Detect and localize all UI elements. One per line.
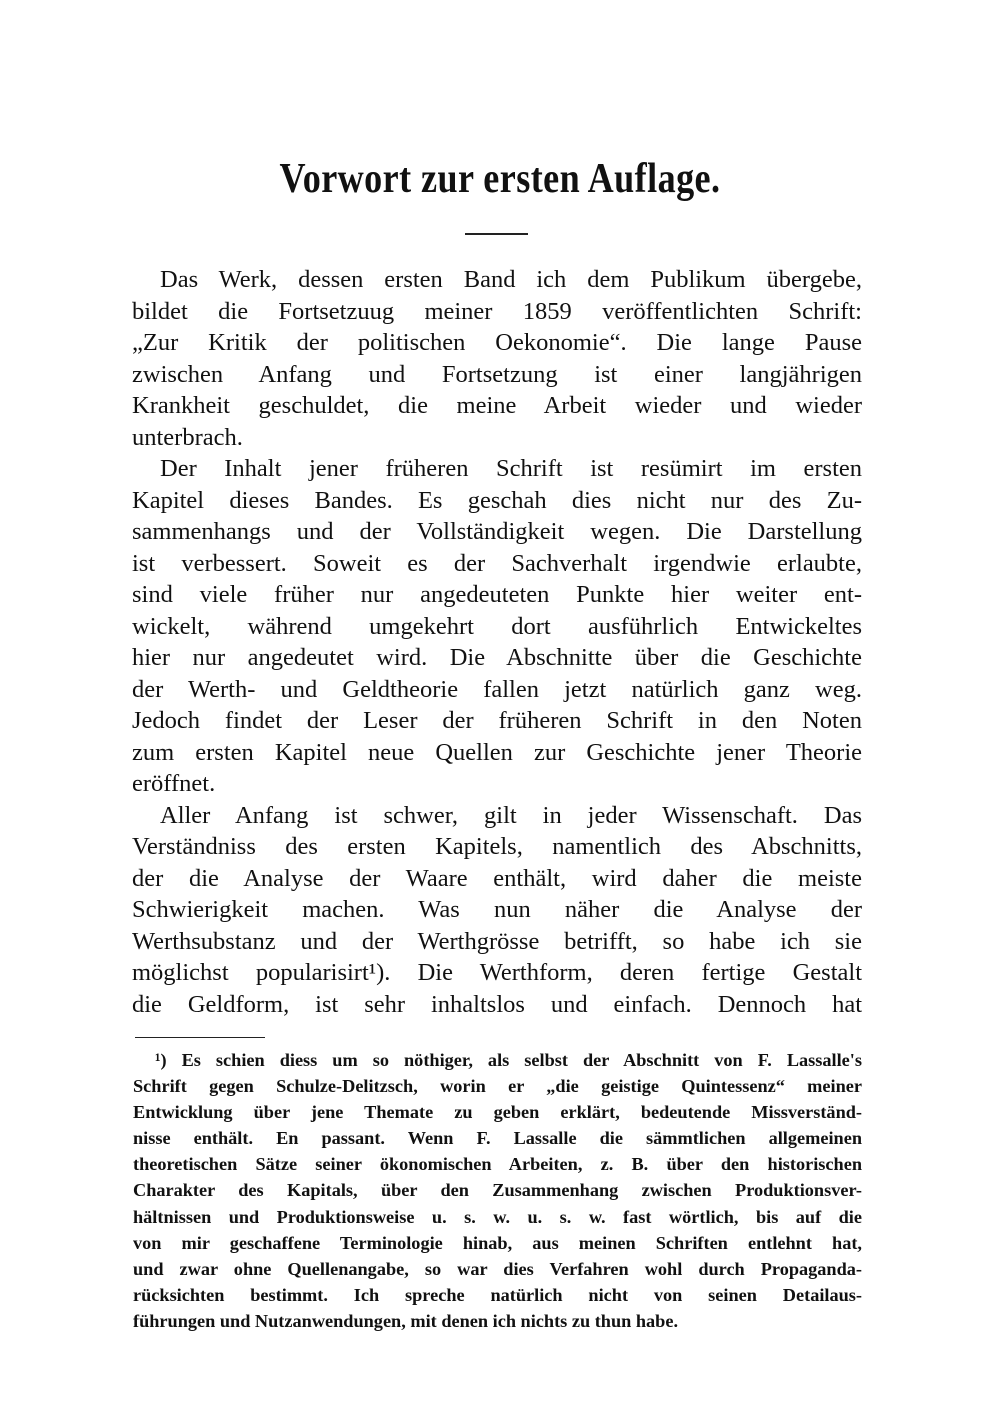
footnote-line: rücksichten bestimmt. Ich spreche natürlich nicht von seinen Detailaus-: [133, 1284, 862, 1305]
footnote-divider: [135, 1037, 265, 1038]
text-line: zwischen Anfang und Fortsetzung ist einer langjährigen: [132, 360, 862, 388]
text-line: Der Inhalt jener früheren Schrift ist resümirt im ersten: [160, 455, 862, 482]
text-line: „Zur Kritik der politischen Oekonomie“. Die lange Pause: [132, 329, 862, 356]
footnote-line: von mir geschaffene Terminologie hinab, aus meinen Schriften entlehnt hat,: [133, 1232, 862, 1253]
text-line: Verständniss des ersten Kapitels, namentlich des Abschnitts,: [132, 833, 862, 860]
text-line: hier nur angedeutet wird. Die Abschnitte über die Geschichte: [132, 644, 862, 671]
text-line: Schwierigkeit machen. Was nun näher die Analyse der: [132, 896, 862, 923]
text-line: Das Werk, dessen ersten Band ich dem Publikum übergebe,: [160, 266, 862, 293]
text-line: die Geldform, ist sehr inhaltslos und einfach. Dennoch hat: [132, 990, 862, 1018]
footnotes: [133, 1047, 862, 1334]
text-line: Kapitel dieses Bandes. Es geschah dies nicht nur des Zu-: [132, 486, 862, 514]
footnote-line: hältnissen und Produktionsweise u. s. w. u. s. w. fast wörtlich, bis auf die: [133, 1206, 862, 1227]
text-line: Krankheit geschuldet, die meine Arbeit wieder und wieder: [132, 392, 862, 419]
title-divider: [465, 233, 528, 235]
footnote-line: und zwar ohne Quellenangabe, so war dies Verfahren wohl durch Propaganda-: [133, 1258, 862, 1279]
text-line: Jedoch findet der Leser der früheren Schrift in den Noten: [132, 707, 862, 734]
text-line: eröffnet.: [132, 770, 216, 797]
text-line: der Werth- und Geldtheorie fallen jetzt natürlich ganz weg.: [132, 675, 862, 703]
text-line: bildet die Fortsetzuug meiner 1859 veröffentlichten Schrift:: [132, 297, 862, 325]
body-text: [132, 264, 862, 1020]
text-line: Werthsubstanz und der Werthgrösse betrifft, so habe ich sie: [132, 927, 862, 955]
footnote-line: theoretischen Sätze seiner ökonomischen Arbeiten, z. B. über den historischen: [133, 1154, 862, 1175]
text-line: zum ersten Kapitel neue Quellen zur Geschichte jener Theorie: [132, 738, 862, 766]
footnote-line: Charakter des Kapitals, über den Zusammenhang zwischen Produktionsver-: [133, 1180, 862, 1201]
text-line: der die Analyse der Waare enthält, wird daher die meiste: [132, 864, 862, 892]
footnote-line: Entwicklung über jene Themate zu geben erklärt, bedeutende Missverständ-: [133, 1102, 862, 1123]
footnote-line: ¹) Es schien diess um so nöthiger, als selbst der Abschnitt von F. Lassalle's: [155, 1050, 862, 1070]
footnote-line: nisse enthält. En passant. Wenn F. Lassalle die sämmtlichen allgemeinen: [133, 1128, 862, 1149]
text-line: ist verbessert. Soweit es der Sachverhalt irgendwie erlaubte,: [132, 549, 862, 577]
text-line: möglichst popularisirt¹). Die Werthform, deren fertige Gestalt: [132, 959, 862, 986]
footnote-line: führungen und Nutzanwendungen, mit denen ich nichts zu thun habe.: [133, 1310, 679, 1331]
text-line: sammenhangs und der Vollständigkeit wegen. Die Darstellung: [132, 518, 862, 545]
text-line: unterbrach.: [132, 423, 243, 451]
footnote-line: Schrift gegen Schulze-Delitzsch, worin er „die geistige Quintessenz“ meiner: [133, 1076, 862, 1097]
page-title: Vorwort zur ersten Auflage.: [279, 156, 721, 202]
text-line: Aller Anfang ist schwer, gilt in jeder Wissenschaft. Das: [160, 801, 862, 829]
text-line: sind viele früher nur angedeuteten Punkte hier weiter ent-: [132, 581, 862, 608]
text-line: wickelt, während umgekehrt dort ausführlich Entwickeltes: [132, 612, 862, 640]
